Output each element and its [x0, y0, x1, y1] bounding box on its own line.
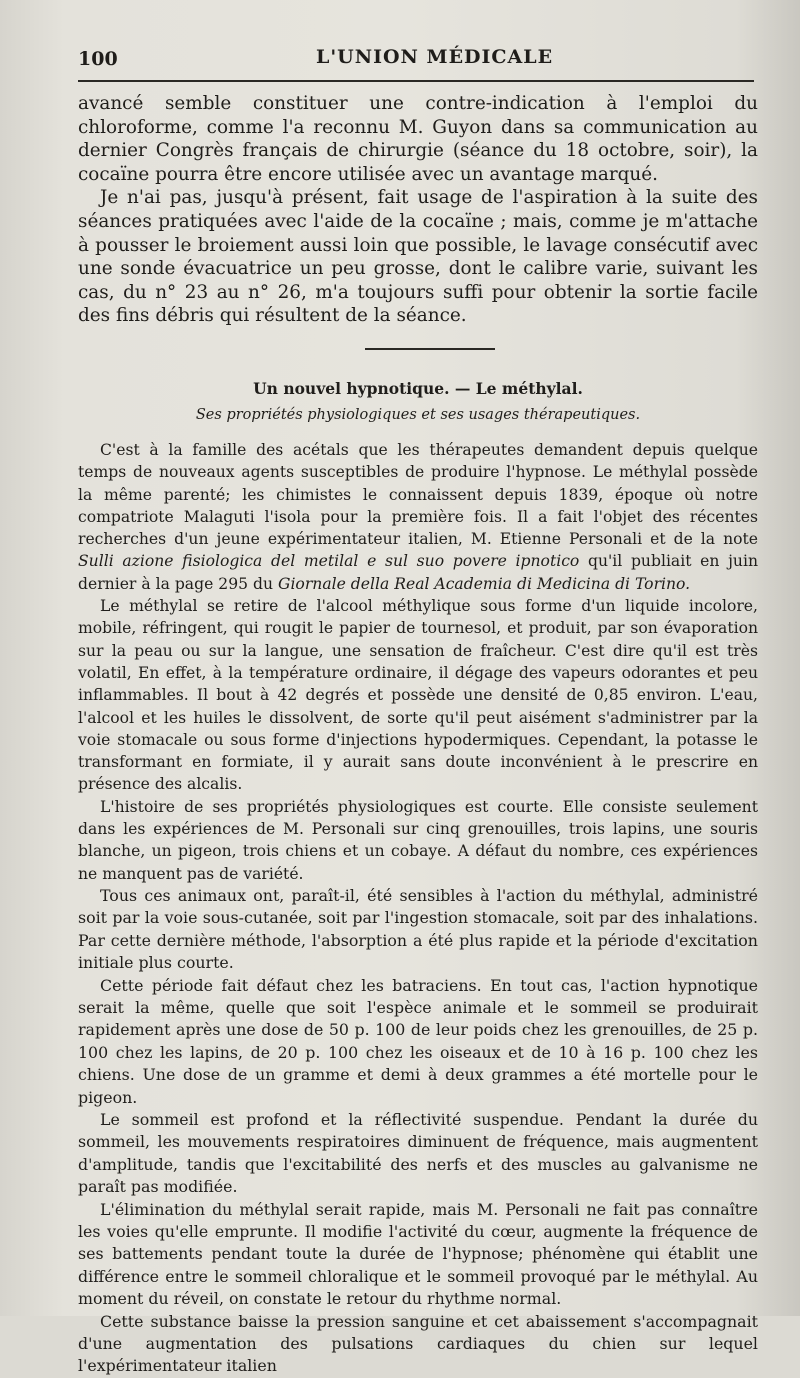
article-paragraph-1 — [78, 439, 758, 595]
intro-paragraph-1: avancé semble constituer une contre-indication à l'emploi du chloroforme, comme l'a reconnu M. Guyon dans sa communication au dernier Congrès français de chirurgie (séance du 18 octobre, soir), la cocaïne pourra être encore utilisée avec un avantage marqué. — [78, 93, 758, 185]
header-rule — [78, 80, 754, 82]
article-paragraph-5: Cette période fait défaut chez les batraciens. En tout cas, l'action hypnotique serait la même, quelle que soit l'espèce animale et le sommeil se produirait rapidement après une dose de 50 p. 100 de leur poids chez les grenouilles, de 25 p. 100 chez les lapins, de 20 p. 100 chez les oiseaux et de 10 à 16 p. 100 chez les chiens. Une dose de un gramme et demi à deux grammes a été mortelle pour le pigeon. — [78, 975, 758, 1107]
article-section-a — [78, 439, 758, 885]
section-separator — [365, 348, 495, 350]
running-title: L'UNION MÉDICALE — [316, 46, 554, 68]
journal-name: Giornale della Real Academia di Medicina di Torino. — [277, 574, 691, 593]
paragraph-text: qu'il publiait en juin dernier à la page 295 du — [78, 552, 759, 593]
page-header — [78, 44, 758, 78]
article-section-b — [78, 885, 758, 1378]
article-title: Un nouvel hypnotique. — Le méthylal. — [253, 378, 583, 398]
article-subtitle: Ses propriétés physiologiques et ses usages thérapeutiques. — [195, 406, 641, 423]
intro-section — [78, 92, 758, 328]
article-paragraph-4: Tous ces animaux ont, paraît-il, été sensibles à l'action du méthylal, administré soit par la voie sous-cutanée, soit par l'ingestion stomacale, soit par des inhalations. Par cette dernière méthode, l'absorption a été plus rapide et la période d'excitation initiale plus courte. — [78, 885, 758, 973]
article-paragraph-2: Le méthylal se retire de l'alcool méthylique sous forme d'un liquide incolore, mobile, réfringent, qui rougit le papier de tournesol, et produit, par son évaporation sur la peau ou sur la langue, une sensation de fraîcheur. C'est dire qu'il est très volatil, En effet, à la température ordinaire, il dégage des vapeurs odorantes et peu inflammables. Il bout à 42 degrés et possède une densité de 0,85 environ. L'eau, l'alcool et les huiles le dissolvent, de sorte qu'il peut aisément s'administrer par la voie stomacale ou sous forme d'injections hypodermiques. Cependant, la potasse le transformant en formiate, il y aurait sans doute inconvénient à le prescrire en présence des alcalis. — [78, 597, 758, 794]
article-paragraph-6: Le sommeil est profond et la réflectivité suspendue. Pendant la durée du sommeil, les mouvements respiratoires diminuent de fréquence, mais augmentent d'amplitude, tandis que l'excitabilité des nerfs et des muscles au galvanisme ne paraît pas modifiée. — [78, 1109, 758, 1197]
page-number: 100 — [78, 48, 118, 70]
article-paragraph-7: L'élimination du méthylal serait rapide, mais M. Personali ne fait pas connaître les voies qu'elle emprunte. Il modifie l'activité du cœur, augmente la fréquence de ses battements pendant toute la durée de l'hypnose; phénomène qui établit une différence entre le sommeil chloralique et le sommeil provoqué par le méthylal. Au moment du réveil, on constate le retour du rhythme normal. — [78, 1199, 758, 1309]
paragraph-text: C'est à la famille des acétals que les thérapeutes demandent depuis quelque temps de nouveaux agents susceptibles de produire l'hypnose. Le méthylal possède la même parenté; les chimistes le connaissent depuis 1839, époque où notre compatriote Malaguti l'isola pour la première fois. Il a fait l'objet des récentes recherches d'un jeune expérimentateur italien, M. Etienne Personali et de la note — [78, 440, 758, 549]
citation-title: Sulli azione fisiologica del metilal e sul suo povere ipnotico — [78, 552, 580, 571]
article-paragraph-3: L'histoire de ses propriétés physiologiques est courte. Elle consiste seulement dans les expériences de M. Personali sur cinq grenouilles, trois lapins, une souris blanche, un pigeon, trois chiens et un cobaye. A défaut du nombre, ces expériences ne manquent pas de variété. — [78, 797, 758, 883]
page-body — [78, 92, 758, 1378]
article-paragraph-8: Cette substance baisse la pression sanguine et cet abaissement s'accompagnait d'une augmentation des pulsations cardiaques du chien sur lequel l'expérimentateur italien — [78, 1311, 758, 1376]
intro-paragraph-2: Je n'ai pas, jusqu'à présent, fait usage de l'aspiration à la suite des séances pratiquées avec l'aide de la cocaïne ; mais, comme je m'attache à pousser le broiement aussi loin que possible, le lavage consécutif avec une sonde évacuatrice un peu grosse, dont le calibre varie, suivant les cas, du n° 23 au n° 26, m'a toujours suffi pour obtenir la sortie facile des fins débris qui résultent de la séance. — [78, 187, 758, 327]
